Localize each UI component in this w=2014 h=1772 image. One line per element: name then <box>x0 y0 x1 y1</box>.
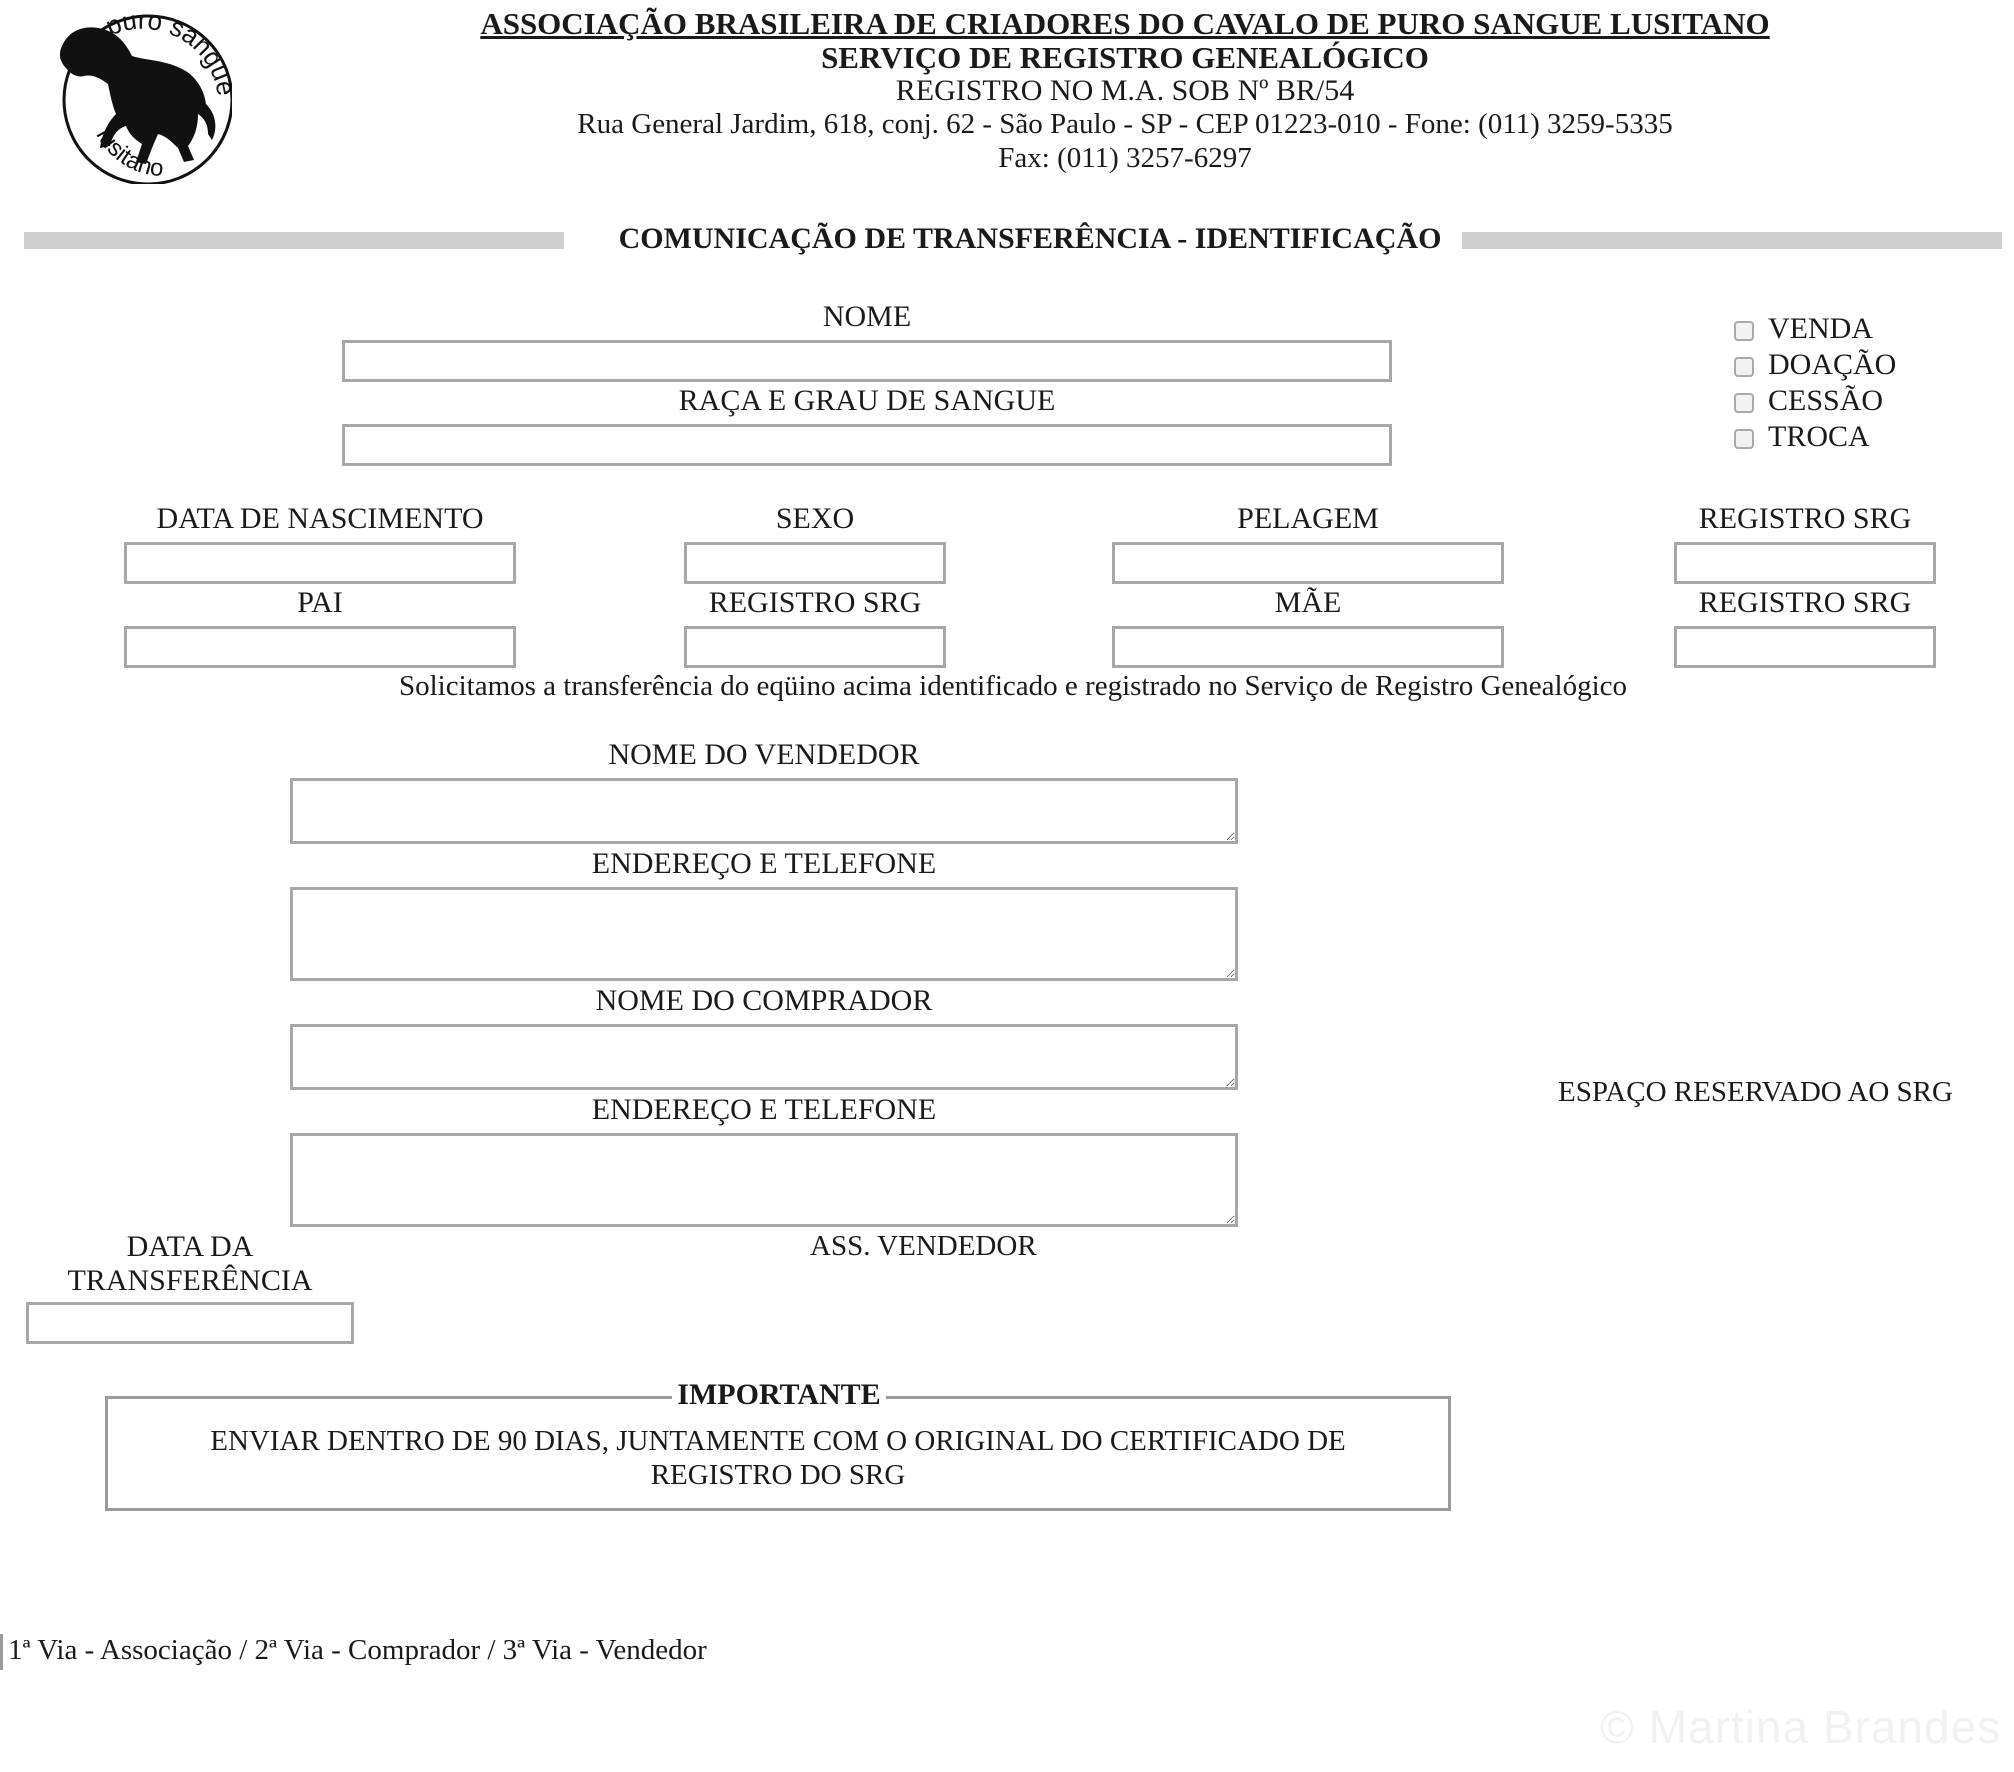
pai-label: PAI <box>297 586 343 619</box>
copies-footer: 1ª Via - Associação / 2ª Via - Comprador / 3ª Via - Vendedor <box>8 1634 707 1666</box>
registro-srg-label: REGISTRO SRG <box>1698 502 1912 535</box>
section-title: COMUNICAÇÃO DE TRANSFERÊNCIA - IDENTIFICAÇÃO <box>618 222 1442 255</box>
checkbox-troca[interactable] <box>1734 429 1754 449</box>
pai-input[interactable] <box>124 626 516 668</box>
sexo-label: SEXO <box>775 502 855 535</box>
registro-pai-label: REGISTRO SRG <box>708 586 922 619</box>
section-bar-left <box>24 232 564 249</box>
request-text: Solicitamos a transferência do eqüino acima identificado e registrado no Serviço de Registro Genealógico <box>398 670 1628 702</box>
registro-mae-label: REGISTRO SRG <box>1698 586 1912 619</box>
checkbox-venda[interactable] <box>1734 321 1754 341</box>
registro-srg-input[interactable] <box>1674 542 1936 584</box>
footer-marker <box>0 1634 3 1670</box>
logo-ring-text-top: puro sang <box>101 8 230 73</box>
checkbox-troca-label: TROCA <box>1768 420 1870 453</box>
checkbox-cessao-label: CESSÃO <box>1768 384 1884 417</box>
vendedor-nome-textarea[interactable] <box>290 778 1238 844</box>
raca-label: RAÇA E GRAU DE SANGUE <box>678 384 1056 417</box>
fax-line: Fax: (011) 3257-6297 <box>998 142 1252 174</box>
mae-input[interactable] <box>1112 626 1504 668</box>
checkbox-venda-label: VENDA <box>1768 312 1873 345</box>
section-bar-right <box>1462 232 2002 249</box>
checkbox-cessao-row[interactable] <box>1734 384 1994 420</box>
vendedor-endereco-textarea[interactable] <box>290 887 1238 981</box>
checkbox-cessao[interactable] <box>1734 393 1754 413</box>
address-line: Rua General Jardim, 618, conj. 62 - São Paulo - SP - CEP 01223-010 - Fone: (011) 3259-5335 <box>577 108 1673 140</box>
checkbox-doacao-row[interactable] <box>1734 348 1994 384</box>
horse-logo-icon <box>48 8 232 184</box>
nascimento-label: DATA DE NASCIMENTO <box>156 502 484 535</box>
registro-mae-input[interactable] <box>1674 626 1936 668</box>
important-text <box>105 1424 1451 1492</box>
service-title: SERVIÇO DE REGISTRO GENEALÓGICO <box>821 40 1429 75</box>
pelagem-label: PELAGEM <box>1237 502 1379 535</box>
reserved-srg-label: ESPAÇO RESERVADO AO SRG <box>1558 1076 1953 1108</box>
comprador-endereco-textarea[interactable] <box>290 1133 1238 1227</box>
registro-pai-input[interactable] <box>684 626 946 668</box>
comprador-endereco-label: ENDEREÇO E TELEFONE <box>591 1093 937 1126</box>
pelagem-input[interactable] <box>1112 542 1504 584</box>
logo-ring-text-bottom: lusitano <box>90 123 165 183</box>
association-title: ASSOCIAÇÃO BRASILEIRA DE CRIADORES DO CAVALO DE PURO SANGUE LUSITANO <box>480 6 1770 41</box>
transfer-type-group <box>1734 312 1994 462</box>
raca-input[interactable] <box>342 424 1392 466</box>
sexo-input[interactable] <box>684 542 946 584</box>
data-transferencia-label-line2: TRANSFERÊNCIA <box>67 1264 313 1297</box>
logo <box>48 8 232 184</box>
checkbox-venda-row[interactable] <box>1734 312 1994 348</box>
checkbox-doacao-label: DOAÇÃO <box>1768 348 1897 381</box>
mae-label: MÃE <box>1274 586 1342 619</box>
nascimento-input[interactable] <box>124 542 516 584</box>
important-line2: REGISTRO DO SRG <box>650 1459 906 1491</box>
signature-vendedor-label: ASS. VENDEDOR <box>810 1230 1037 1262</box>
nome-label: NOME <box>822 300 912 333</box>
comprador-nome-label: NOME DO COMPRADOR <box>595 984 933 1017</box>
nome-input[interactable] <box>342 340 1392 382</box>
checkbox-troca-row[interactable] <box>1734 420 1994 456</box>
data-transferencia-input[interactable] <box>26 1302 354 1344</box>
comprador-nome-textarea[interactable] <box>290 1024 1238 1090</box>
important-legend: IMPORTANTE <box>672 1378 886 1418</box>
registry-number: REGISTRO NO M.A. SOB Nº BR/54 <box>895 74 1355 107</box>
vendedor-endereco-label: ENDEREÇO E TELEFONE <box>591 847 937 880</box>
vendedor-nome-label: NOME DO VENDEDOR <box>608 738 920 771</box>
checkbox-doacao[interactable] <box>1734 357 1754 377</box>
important-line1: ENVIAR DENTRO DE 90 DIAS, JUNTAMENTE COM O ORIGINAL DO CERTIFICADO DE <box>210 1425 1346 1457</box>
watermark: © Martina Brandes <box>1600 1701 2002 1753</box>
data-transferencia-label-line1: DATA DA <box>126 1230 254 1263</box>
